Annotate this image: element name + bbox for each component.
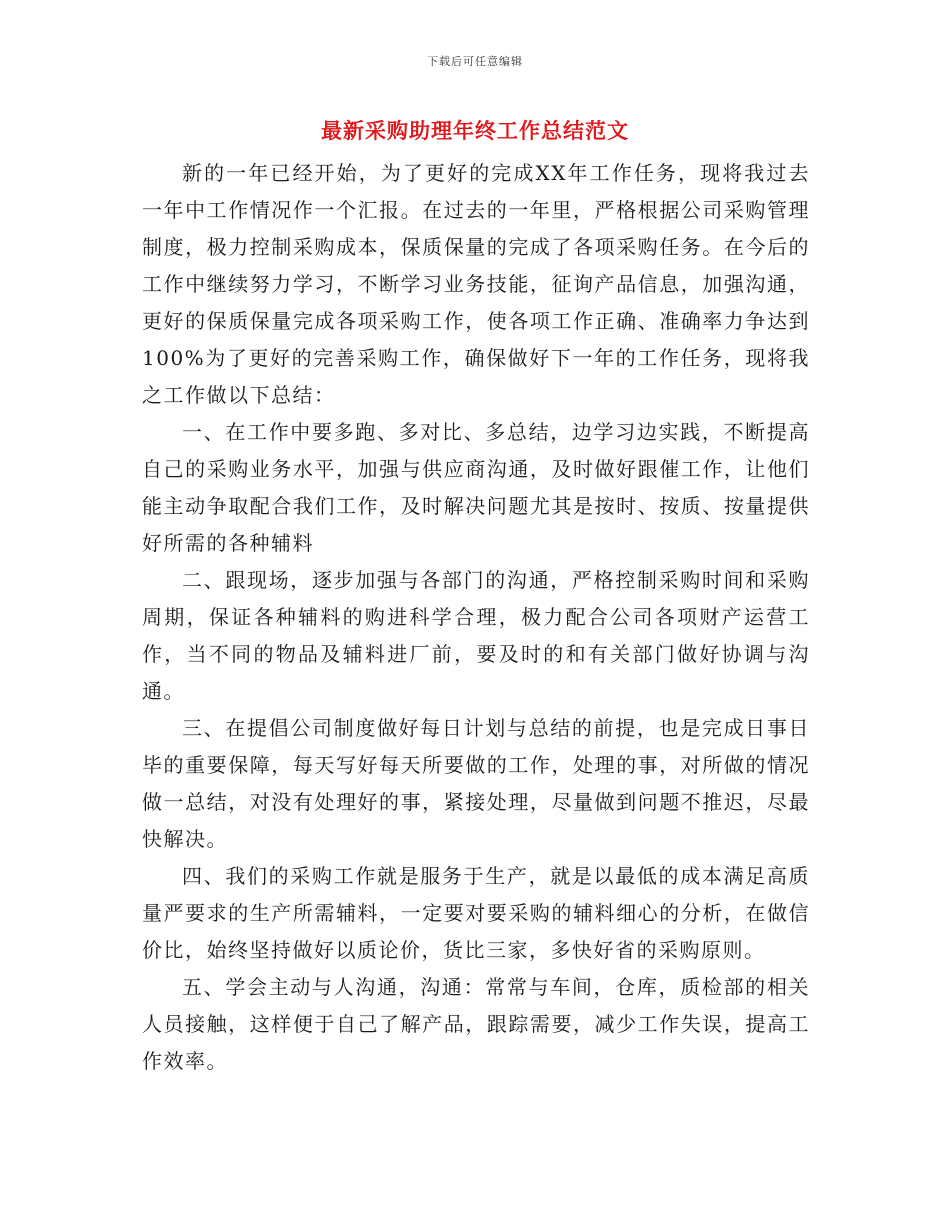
paragraph-point-5: 五、学会主动与人沟通，沟通：常常与车间，仓库，质检部的相关人员接触，这样便于自己了解产品，跟踪需要，减少工作失误，提高工作效率。: [142, 975, 810, 1073]
paragraph-point-2: 二、跟现场，逐步加强与各部门的沟通，严格控制采购时间和采购周期，保证各种辅料的购进科学合理，极力配合公司各项财产运营工作，当不同的物品及辅料进厂前，要及时的和有关部门做好协调与沟通。: [142, 568, 810, 703]
paragraph-intro: 新的一年已经开始，为了更好的完成XX年工作任务，现将我过去一年中工作情况作一个汇报。在过去的一年里，严格根据公司采购管理制度，极力控制采购成本，保质保量的完成了各项采购任务。在今后的工作中继续努力学习，不断学习业务技能，征询产品信息，加强沟通，更好的保质保量完成各项采购工作，使各项工作正确、准确率力争达到100%为了更好的完善采购工作，确保做好下一年的工作任务，现将我之工作做以下总结：: [142, 161, 810, 407]
document-body: [142, 155, 810, 1080]
paragraph-point-1: 一、在工作中要多跑、多对比、多总结，边学习边实践，不断提高自己的采购业务水平，加强与供应商沟通，及时做好跟催工作，让他们能主动争取配合我们工作，及时解决问题尤其是按时、按质、按量提供好所需的各种辅料: [142, 420, 810, 555]
paragraph-point-4: 四、我们的采购工作就是服务于生产，就是以最低的成本满足高质量严要求的生产所需辅料，一定要对要采购的辅料细心的分析，在做信价比，始终坚持做好以质论价，货比三家，多快好省的采购原则。: [142, 864, 810, 962]
paragraph-point-3: 三、在提倡公司制度做好每日计划与总结的前提，也是完成日事日毕的重要保障，每天写好每天所要做的工作，处理的事，对所做的情况做一总结，对没有处理好的事，紧接处理，尽量做到问题不推迟，尽最快解决。: [142, 716, 810, 851]
document-title: 最新采购助理年终工作总结范文: [321, 118, 629, 143]
header-note: 下载后可任意编辑: [427, 55, 523, 68]
